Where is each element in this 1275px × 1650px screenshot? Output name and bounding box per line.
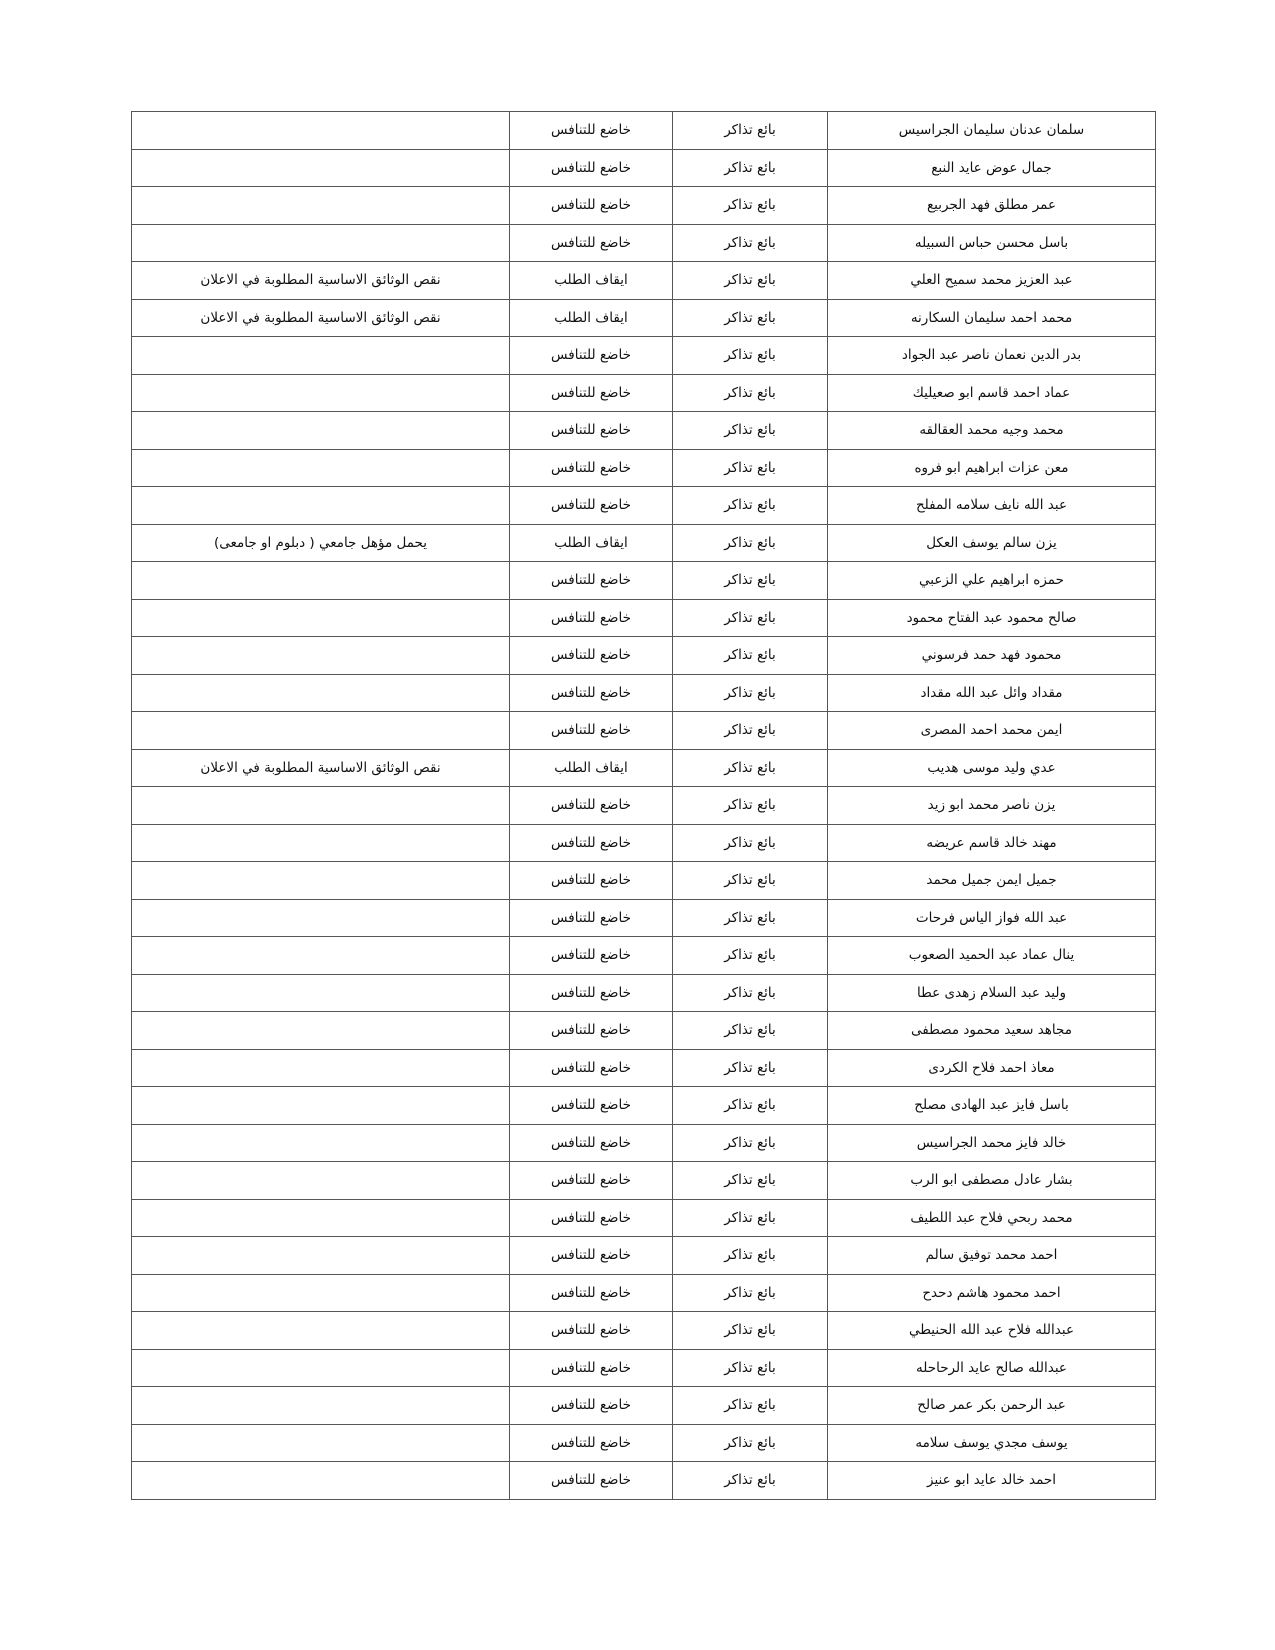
status-cell: خاضع للتنافس: [510, 1387, 673, 1425]
job-title-cell: بائع تذاكر: [673, 1199, 828, 1237]
note-cell: [132, 1462, 510, 1500]
table-row: [132, 1312, 1156, 1350]
status-cell: خاضع للتنافس: [510, 1312, 673, 1350]
applicants-table: [131, 111, 1156, 1500]
job-title-cell: بائع تذاكر: [673, 1387, 828, 1425]
table-row: [132, 1462, 1156, 1500]
job-title-cell: بائع تذاكر: [673, 1424, 828, 1462]
note-cell: [132, 449, 510, 487]
applicant-name-cell: عبد الله نايف سلامه المفلح: [828, 487, 1156, 525]
status-cell: خاضع للتنافس: [510, 599, 673, 637]
note-cell: [132, 599, 510, 637]
job-title-cell: بائع تذاكر: [673, 412, 828, 450]
job-title-cell: بائع تذاكر: [673, 824, 828, 862]
status-cell: ايقاف الطلب: [510, 299, 673, 337]
applicant-name-cell: عبد الله فواز الياس فرحات: [828, 899, 1156, 937]
job-title-cell: بائع تذاكر: [673, 974, 828, 1012]
note-cell: [132, 1349, 510, 1387]
job-title-cell: بائع تذاكر: [673, 749, 828, 787]
table-row: [132, 1237, 1156, 1275]
applicant-name-cell: مقداد وائل عبد الله مقداد: [828, 674, 1156, 712]
status-cell: خاضع للتنافس: [510, 449, 673, 487]
note-cell: [132, 974, 510, 1012]
table-row: [132, 1087, 1156, 1125]
table-row: [132, 1424, 1156, 1462]
note-cell: نقص الوثائق الاساسية المطلوبة في الاعلان: [132, 749, 510, 787]
note-cell: [132, 862, 510, 900]
table-row: [132, 149, 1156, 187]
applicant-name-cell: بشار عادل مصطفى ابو الرب: [828, 1162, 1156, 1200]
status-cell: خاضع للتنافس: [510, 1237, 673, 1275]
table-row: [132, 224, 1156, 262]
applicant-name-cell: سلمان عدنان سليمان الجراسيس: [828, 112, 1156, 150]
note-cell: [132, 187, 510, 225]
status-cell: خاضع للتنافس: [510, 187, 673, 225]
table-row: [132, 749, 1156, 787]
job-title-cell: بائع تذاكر: [673, 599, 828, 637]
job-title-cell: بائع تذاكر: [673, 637, 828, 675]
applicant-name-cell: باسل محسن حباس السبيله: [828, 224, 1156, 262]
status-cell: خاضع للتنافس: [510, 1012, 673, 1050]
applicant-name-cell: ايمن محمد احمد المصرى: [828, 712, 1156, 750]
applicant-name-cell: مهند خالد قاسم عريضه: [828, 824, 1156, 862]
table-row: [132, 1162, 1156, 1200]
table-row: [132, 487, 1156, 525]
table-body: [132, 112, 1156, 1500]
note-cell: [132, 1424, 510, 1462]
note-cell: [132, 712, 510, 750]
note-cell: [132, 224, 510, 262]
table-row: [132, 974, 1156, 1012]
applicant-name-cell: باسل فايز عبد الهادى مصلح: [828, 1087, 1156, 1125]
status-cell: خاضع للتنافس: [510, 712, 673, 750]
table-row: [132, 1124, 1156, 1162]
job-title-cell: بائع تذاكر: [673, 374, 828, 412]
status-cell: خاضع للتنافس: [510, 1199, 673, 1237]
job-title-cell: بائع تذاكر: [673, 487, 828, 525]
status-cell: خاضع للتنافس: [510, 1349, 673, 1387]
table-row: [132, 1012, 1156, 1050]
table-row: [132, 262, 1156, 300]
note-cell: [132, 637, 510, 675]
note-cell: [132, 1237, 510, 1275]
status-cell: خاضع للتنافس: [510, 974, 673, 1012]
job-title-cell: بائع تذاكر: [673, 1349, 828, 1387]
note-cell: [132, 1162, 510, 1200]
table-row: [132, 524, 1156, 562]
applicant-name-cell: يزن ناصر محمد ابو زيد: [828, 787, 1156, 825]
job-title-cell: بائع تذاكر: [673, 1312, 828, 1350]
status-cell: خاضع للتنافس: [510, 899, 673, 937]
applicant-name-cell: جمال عوض عايد النبع: [828, 149, 1156, 187]
applicant-name-cell: عمر مطلق فهد الجربيع: [828, 187, 1156, 225]
job-title-cell: بائع تذاكر: [673, 449, 828, 487]
status-cell: خاضع للتنافس: [510, 862, 673, 900]
applicant-name-cell: يزن سالم يوسف العكل: [828, 524, 1156, 562]
note-cell: [132, 674, 510, 712]
applicant-name-cell: معن عزات ابراهيم ابو فروه: [828, 449, 1156, 487]
table-row: [132, 637, 1156, 675]
applicant-name-cell: مجاهد سعيد محمود مصطفى: [828, 1012, 1156, 1050]
table-row: [132, 674, 1156, 712]
job-title-cell: بائع تذاكر: [673, 862, 828, 900]
status-cell: خاضع للتنافس: [510, 412, 673, 450]
job-title-cell: بائع تذاكر: [673, 299, 828, 337]
applicant-name-cell: محمود فهد حمد فرسوني: [828, 637, 1156, 675]
table-row: [132, 712, 1156, 750]
table-row: [132, 787, 1156, 825]
table-row: [132, 1274, 1156, 1312]
table-row: [132, 1349, 1156, 1387]
job-title-cell: بائع تذاكر: [673, 1087, 828, 1125]
applicant-name-cell: احمد محمود هاشم دحدح: [828, 1274, 1156, 1312]
job-title-cell: بائع تذاكر: [673, 787, 828, 825]
status-cell: خاضع للتنافس: [510, 1274, 673, 1312]
note-cell: [132, 1199, 510, 1237]
note-cell: [132, 412, 510, 450]
job-title-cell: بائع تذاكر: [673, 149, 828, 187]
status-cell: خاضع للتنافس: [510, 1424, 673, 1462]
table-row: [132, 937, 1156, 975]
table-row: [132, 412, 1156, 450]
status-cell: خاضع للتنافس: [510, 1087, 673, 1125]
note-cell: [132, 1012, 510, 1050]
job-title-cell: بائع تذاكر: [673, 112, 828, 150]
job-title-cell: بائع تذاكر: [673, 224, 828, 262]
table-row: [132, 112, 1156, 150]
status-cell: خاضع للتنافس: [510, 1124, 673, 1162]
applicant-name-cell: احمد خالد عايد ابو عنيز: [828, 1462, 1156, 1500]
status-cell: خاضع للتنافس: [510, 149, 673, 187]
applicant-name-cell: احمد محمد توفيق سالم: [828, 1237, 1156, 1275]
status-cell: خاضع للتنافس: [510, 374, 673, 412]
job-title-cell: بائع تذاكر: [673, 1012, 828, 1050]
applicant-name-cell: محمد احمد سليمان السكارنه: [828, 299, 1156, 337]
applicant-name-cell: عبدالله فلاح عبد الله الحنيطي: [828, 1312, 1156, 1350]
job-title-cell: بائع تذاكر: [673, 1124, 828, 1162]
applicant-name-cell: عماد احمد قاسم ابو صعيليك: [828, 374, 1156, 412]
note-cell: [132, 1087, 510, 1125]
status-cell: ايقاف الطلب: [510, 749, 673, 787]
note-cell: [132, 1274, 510, 1312]
job-title-cell: بائع تذاكر: [673, 1162, 828, 1200]
note-cell: [132, 149, 510, 187]
applicant-name-cell: معاذ احمد فلاح الكردى: [828, 1049, 1156, 1087]
status-cell: خاضع للتنافس: [510, 112, 673, 150]
status-cell: ايقاف الطلب: [510, 262, 673, 300]
note-cell: نقص الوثائق الاساسية المطلوبة في الاعلان: [132, 262, 510, 300]
table-row: [132, 1387, 1156, 1425]
table-row: [132, 299, 1156, 337]
status-cell: خاضع للتنافس: [510, 637, 673, 675]
table-row: [132, 824, 1156, 862]
note-cell: يحمل مؤهل جامعي ( دبلوم او جامعى): [132, 524, 510, 562]
status-cell: خاضع للتنافس: [510, 937, 673, 975]
table-row: [132, 187, 1156, 225]
table-row: [132, 1049, 1156, 1087]
applicant-name-cell: بدر الدين نعمان ناصر عبد الجواد: [828, 337, 1156, 375]
status-cell: خاضع للتنافس: [510, 562, 673, 600]
status-cell: خاضع للتنافس: [510, 1462, 673, 1500]
table-row: [132, 449, 1156, 487]
note-cell: [132, 787, 510, 825]
note-cell: [132, 1387, 510, 1425]
applicant-name-cell: عبد العزيز محمد سميح العلي: [828, 262, 1156, 300]
note-cell: [132, 937, 510, 975]
applicant-name-cell: خالد فايز محمد الجراسيس: [828, 1124, 1156, 1162]
job-title-cell: بائع تذاكر: [673, 712, 828, 750]
table-row: [132, 599, 1156, 637]
note-cell: [132, 1049, 510, 1087]
applicant-name-cell: عبد الرحمن بكر عمر صالح: [828, 1387, 1156, 1425]
job-title-cell: بائع تذاكر: [673, 1049, 828, 1087]
table-row: [132, 562, 1156, 600]
applicant-name-cell: جميل ايمن جميل محمد: [828, 862, 1156, 900]
job-title-cell: بائع تذاكر: [673, 899, 828, 937]
note-cell: نقص الوثائق الاساسية المطلوبة في الاعلان: [132, 299, 510, 337]
applicant-name-cell: حمزه ابراهيم علي الزعبي: [828, 562, 1156, 600]
note-cell: [132, 337, 510, 375]
note-cell: [132, 112, 510, 150]
applicant-name-cell: محمد ربحي فلاح عبد اللطيف: [828, 1199, 1156, 1237]
table-row: [132, 374, 1156, 412]
note-cell: [132, 1124, 510, 1162]
applicant-name-cell: صالح محمود عبد الفتاح محمود: [828, 599, 1156, 637]
status-cell: خاضع للتنافس: [510, 224, 673, 262]
applicant-name-cell: يوسف مجدي يوسف سلامه: [828, 1424, 1156, 1462]
status-cell: خاضع للتنافس: [510, 787, 673, 825]
note-cell: [132, 562, 510, 600]
note-cell: [132, 899, 510, 937]
job-title-cell: بائع تذاكر: [673, 1274, 828, 1312]
job-title-cell: بائع تذاكر: [673, 262, 828, 300]
applicant-name-cell: وليد عبد السلام زهدى عطا: [828, 974, 1156, 1012]
note-cell: [132, 824, 510, 862]
applicants-table-container: [131, 111, 1155, 1500]
applicant-name-cell: عدي وليد موسى هديب: [828, 749, 1156, 787]
status-cell: ايقاف الطلب: [510, 524, 673, 562]
job-title-cell: بائع تذاكر: [673, 674, 828, 712]
job-title-cell: بائع تذاكر: [673, 937, 828, 975]
status-cell: خاضع للتنافس: [510, 674, 673, 712]
job-title-cell: بائع تذاكر: [673, 337, 828, 375]
status-cell: خاضع للتنافس: [510, 1049, 673, 1087]
status-cell: خاضع للتنافس: [510, 1162, 673, 1200]
table-row: [132, 337, 1156, 375]
status-cell: خاضع للتنافس: [510, 487, 673, 525]
note-cell: [132, 487, 510, 525]
job-title-cell: بائع تذاكر: [673, 1462, 828, 1500]
job-title-cell: بائع تذاكر: [673, 1237, 828, 1275]
status-cell: خاضع للتنافس: [510, 337, 673, 375]
applicant-name-cell: محمد وجيه محمد العقالقه: [828, 412, 1156, 450]
table-row: [132, 862, 1156, 900]
note-cell: [132, 374, 510, 412]
job-title-cell: بائع تذاكر: [673, 562, 828, 600]
job-title-cell: بائع تذاكر: [673, 187, 828, 225]
note-cell: [132, 1312, 510, 1350]
applicant-name-cell: ينال عماد عبد الحميد الصعوب: [828, 937, 1156, 975]
job-title-cell: بائع تذاكر: [673, 524, 828, 562]
table-row: [132, 1199, 1156, 1237]
table-row: [132, 899, 1156, 937]
applicant-name-cell: عبدالله صالح عايد الرحاحله: [828, 1349, 1156, 1387]
status-cell: خاضع للتنافس: [510, 824, 673, 862]
